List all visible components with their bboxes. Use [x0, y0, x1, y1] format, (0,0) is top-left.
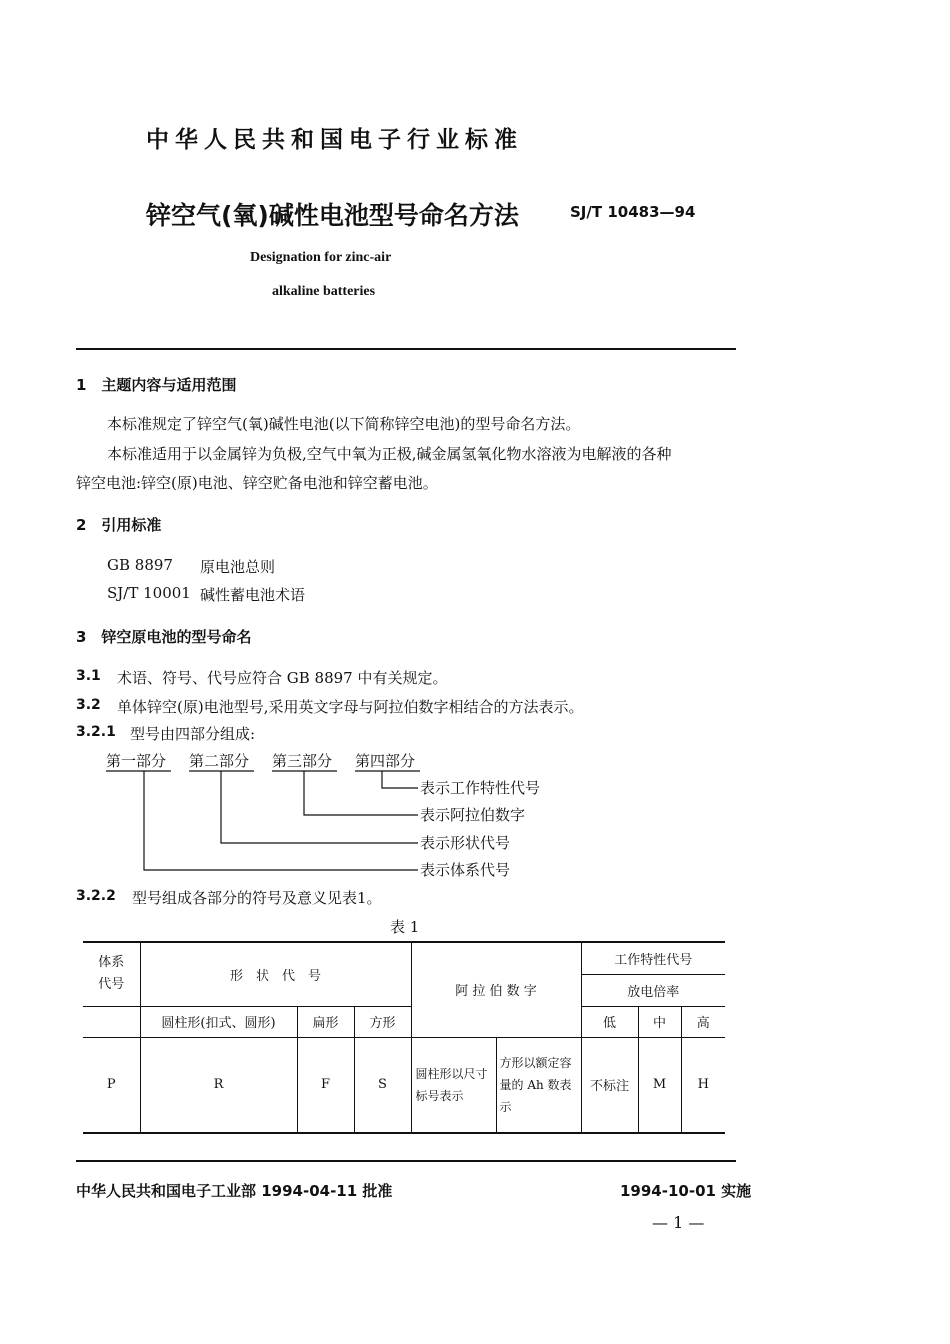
- section-1-heading: 1 主题内容与适用范围: [76, 376, 237, 394]
- page-number: — 1 —: [652, 1213, 705, 1232]
- document-code: SJ/T 10483—94: [570, 203, 696, 221]
- header-high: 高: [681, 1006, 725, 1037]
- diagram-label-arabic: 表示阿拉伯数字: [420, 806, 526, 824]
- header-low: 低: [581, 1006, 638, 1037]
- diagram-part-1: 第一部分: [106, 752, 167, 770]
- section-3-heading: 3 锌空原电池的型号命名: [76, 628, 252, 646]
- diagram-connector-work: [382, 771, 418, 788]
- section-2-heading: 2 引用标准: [76, 516, 162, 534]
- reference-2-code: SJ/T 10001: [107, 584, 191, 602]
- english-title-line1: Designation for zinc-air: [250, 250, 392, 265]
- clause-3-2-2-text: 型号组成各部分的符号及意义见表1。: [132, 889, 382, 907]
- header-mid: 中: [638, 1006, 681, 1037]
- header-cylindrical: 圆柱形(扣式、圆形): [140, 1006, 297, 1037]
- reference-2-name: 碱性蓄电池术语: [200, 586, 306, 604]
- clause-3-2-2-number: 3.2.2: [76, 888, 116, 904]
- footer-divider: [76, 1160, 736, 1162]
- cell-mid-m: M: [638, 1037, 681, 1133]
- header-arabic-number: 阿 拉 伯 数 字: [411, 942, 581, 1037]
- diagram-part-4: 第四部分: [355, 752, 416, 770]
- cell-cylindrical-r: R: [140, 1037, 297, 1133]
- header-shape-code: 形 状 代 号: [140, 942, 411, 1006]
- diagram-label-system: 表示体系代号: [420, 861, 511, 879]
- table-caption: 表 1: [390, 918, 420, 936]
- header-divider: [76, 348, 736, 350]
- clause-3-2-number: 3.2: [76, 697, 101, 713]
- document-title: 锌空气(氧)碱性电池型号命名方法: [146, 201, 519, 230]
- cell-high-h: H: [681, 1037, 725, 1133]
- effective-date: 1994-10-01 实施: [620, 1182, 752, 1200]
- diagram-connector-arabic: [304, 771, 418, 815]
- header-work-characteristic: 工作特性代号: [581, 942, 725, 974]
- table-1: [83, 941, 725, 1134]
- reference-1-code: GB 8897: [107, 556, 173, 574]
- diagram-connector-system: [144, 771, 418, 870]
- english-title-line2: alkaline batteries: [272, 284, 376, 299]
- header-square: 方形: [354, 1006, 411, 1037]
- section-1-paragraph-1: 本标准规定了锌空气(氧)碱性电池(以下简称锌空电池)的型号命名方法。: [107, 415, 581, 433]
- cell-system-p: P: [83, 1037, 140, 1133]
- header-system-spacer: [83, 1006, 140, 1037]
- diagram-label-work: 表示工作特性代号: [420, 779, 541, 797]
- clause-3-2-text: 单体锌空(原)电池型号,采用英文字母与阿拉伯数字相结合的方法表示。: [117, 698, 584, 716]
- cell-square-s: S: [354, 1037, 411, 1133]
- diagram-part-2: 第二部分: [189, 752, 250, 770]
- section-1-paragraph-2-line-1: 本标准适用于以金属锌为负极,空气中氧为正极,碱金属氢氧化物水溶液为电解液的各种: [107, 445, 672, 463]
- cell-arabic-square: 方形以额定容量的 Ah 数表示: [496, 1037, 581, 1133]
- header-flat: 扁形: [297, 1006, 354, 1037]
- diagram-part-3: 第三部分: [272, 752, 333, 770]
- header-discharge-rate: 放电倍率: [581, 974, 725, 1006]
- clause-3-1-number: 3.1: [76, 668, 101, 684]
- diagram-connector-shape: [221, 771, 418, 843]
- header-system-code: 体系代号: [83, 942, 140, 1006]
- clause-3-2-1-number: 3.2.1: [76, 724, 116, 740]
- approval-statement: 中华人民共和国电子工业部 1994-04-11 批准: [76, 1182, 393, 1200]
- cell-low-unmarked: 不标注: [581, 1037, 638, 1133]
- cell-flat-f: F: [297, 1037, 354, 1133]
- section-1-paragraph-2-line-2: 锌空电池:锌空(原)电池、锌空贮备电池和锌空蓄电池。: [76, 474, 438, 492]
- org-title: 中华人民共和国电子行业标准: [146, 127, 523, 153]
- reference-1-name: 原电池总则: [200, 558, 276, 576]
- diagram-label-shape: 表示形状代号: [420, 834, 511, 852]
- cell-arabic-cylindrical: 圆柱形以尺寸标号表示: [411, 1037, 496, 1133]
- model-composition-diagram: [96, 748, 566, 884]
- clause-3-1-text: 术语、符号、代号应符合 GB 8897 中有关规定。: [117, 669, 448, 687]
- clause-3-2-1-text: 型号由四部分组成:: [130, 725, 256, 743]
